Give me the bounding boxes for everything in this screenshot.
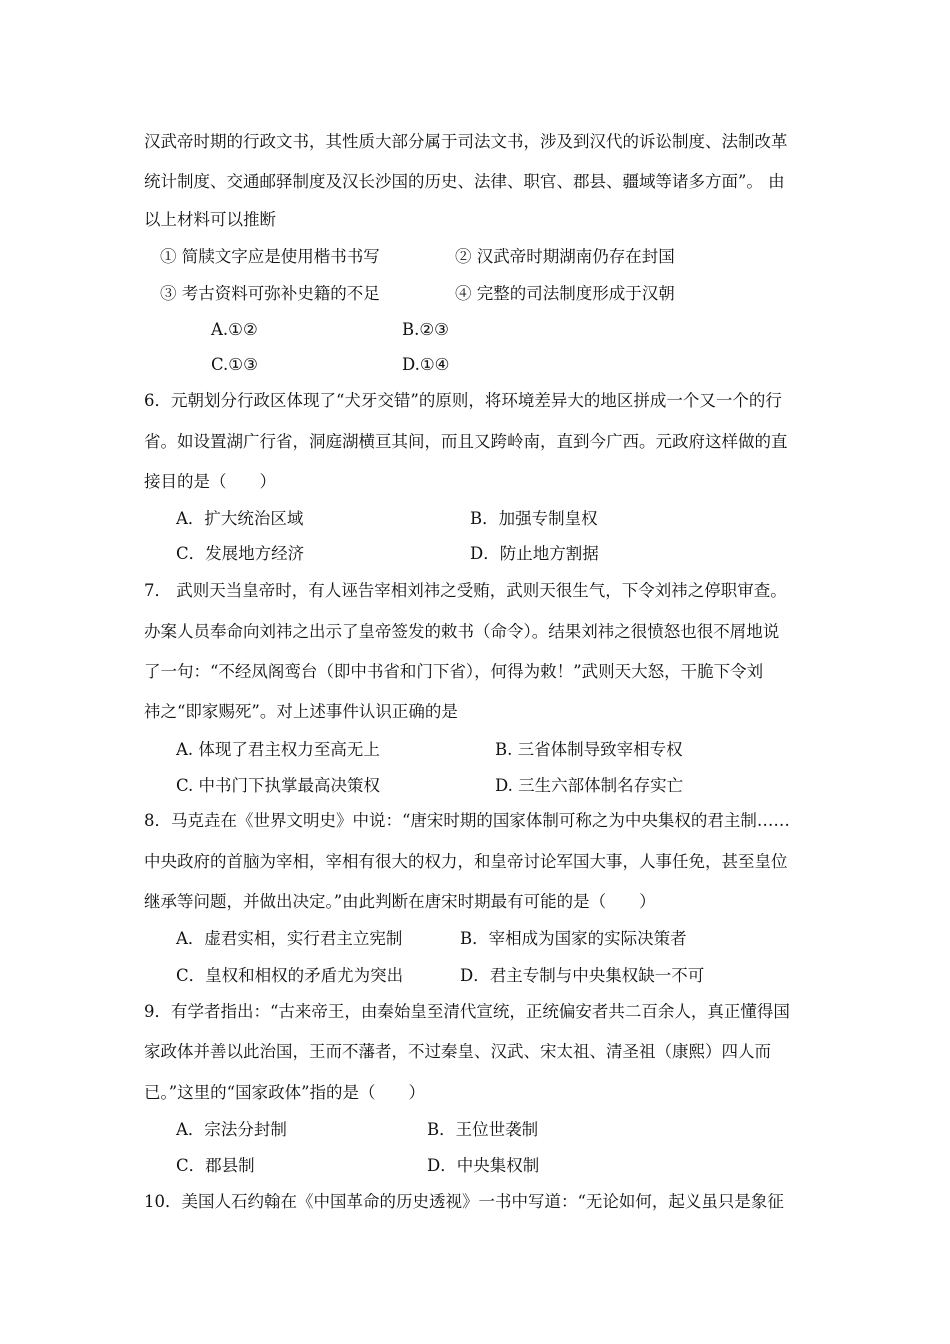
text-line: 以上材料可以推断 [144,210,276,229]
option-d: D．中央集权制 [427,1156,540,1175]
option-c: C.①③ [211,355,258,374]
text-line: 10．美国人石约翰在《中国革命的历史透视》一书中写道：“无论如何，起义虽只是象征 [144,1192,784,1211]
option-b: B．王位世袭制 [427,1120,539,1139]
option-a: A．虚君实相，实行君主立宪制 [176,929,403,948]
text-line: 继承等问题，并做出决定。”由此判断在唐宋时期最有可能的是（ ） [144,892,656,911]
option-a: A．扩大统治区域 [176,509,304,528]
text-line: 中央政府的首脑为宰相，宰相有很大的权力，和皇帝讨论军国大事，人事任免，甚至皇位 [144,852,788,871]
option-a: A．宗法分封制 [176,1120,287,1139]
option-a: A. 体现了君主权力至高无上 [176,740,380,759]
text-line: 家政体并善以此治国，王而不藩者，不过秦皇、汉武、宋太祖、清圣祖（康熙）四人而 [144,1042,771,1061]
text-line: 9．有学者指出：“古来帝王，由秦始皇至清代宣统，正统偏安者共二百余人，真正懂得国 [144,1002,790,1021]
text-line: 统计制度、交通邮驿制度及汉长沙国的历史、法律、职官、郡县、疆域等诸多方面”。 由 [144,172,785,191]
text-line: 8．马克垚在《世界文明史》中说：“唐宋时期的国家体制可称之为中央集权的君主制…… [144,811,790,830]
option-c: C．郡县制 [176,1156,255,1175]
option-c: C. 中书门下执掌最高决策权 [176,776,381,795]
option-d: D. 三生六部体制名存实亡 [495,776,684,795]
option-d: D．君主专制与中央集权缺一不可 [460,966,705,985]
option-b: B.②③ [402,320,449,339]
option-c: C．皇权和相权的矛盾尤为突出 [176,966,404,985]
statement-1: ① 简牍文字应是使用楷书书写 [160,247,380,266]
option-d: D.①④ [402,355,450,374]
text-line: 6．元朝划分行政区体现了“犬牙交错”的原则，将环境差异大的地区拼成一个又一个的行 [144,391,782,410]
text-line: 7． 武则天当皇帝时，有人诬告宰相刘祎之受贿，武则天很生气，下令刘祎之停职审查。 [144,581,787,600]
text-line: 了一句：“不经凤阁鸾台（即中书省和门下省），何得为敕！”武则天大怒，干脆下令刘 [144,662,764,681]
text-line: 已。”这里的“国家政体”指的是（ ） [144,1083,426,1102]
option-b: B. 三省体制导致宰相专权 [495,740,683,759]
statement-2: ② 汉武帝时期湖南仍存在封国 [455,247,675,266]
statement-3: ③ 考古资料可弥补史籍的不足 [160,284,380,303]
option-b: B．宰相成为国家的实际决策者 [460,929,687,948]
text-line: 祎之“即家赐死”。对上述事件认识正确的是 [144,702,458,721]
statement-4: ④ 完整的司法制度形成于汉朝 [455,284,675,303]
option-a: A.①② [211,320,258,339]
text-line: 办案人员奉命向刘祎之出示了皇帝签发的敕书（命令）。结果刘祎之很愤怒也很不屑地说 [144,622,780,641]
text-line: 汉武帝时期的行政文书，其性质大部分属于司法文书，涉及到汉代的诉讼制度、法制改革 [144,132,788,151]
option-c: C．发展地方经济 [176,544,305,563]
text-line: 省。如设置湖广行省，洞庭湖横亘其间，而且又跨岭南，直到今广西。元政府这样做的直 [144,432,788,451]
option-b: B．加强专制皇权 [470,509,598,528]
option-d: D．防止地方割据 [470,544,599,563]
text-line: 接目的是（ ） [144,472,276,491]
